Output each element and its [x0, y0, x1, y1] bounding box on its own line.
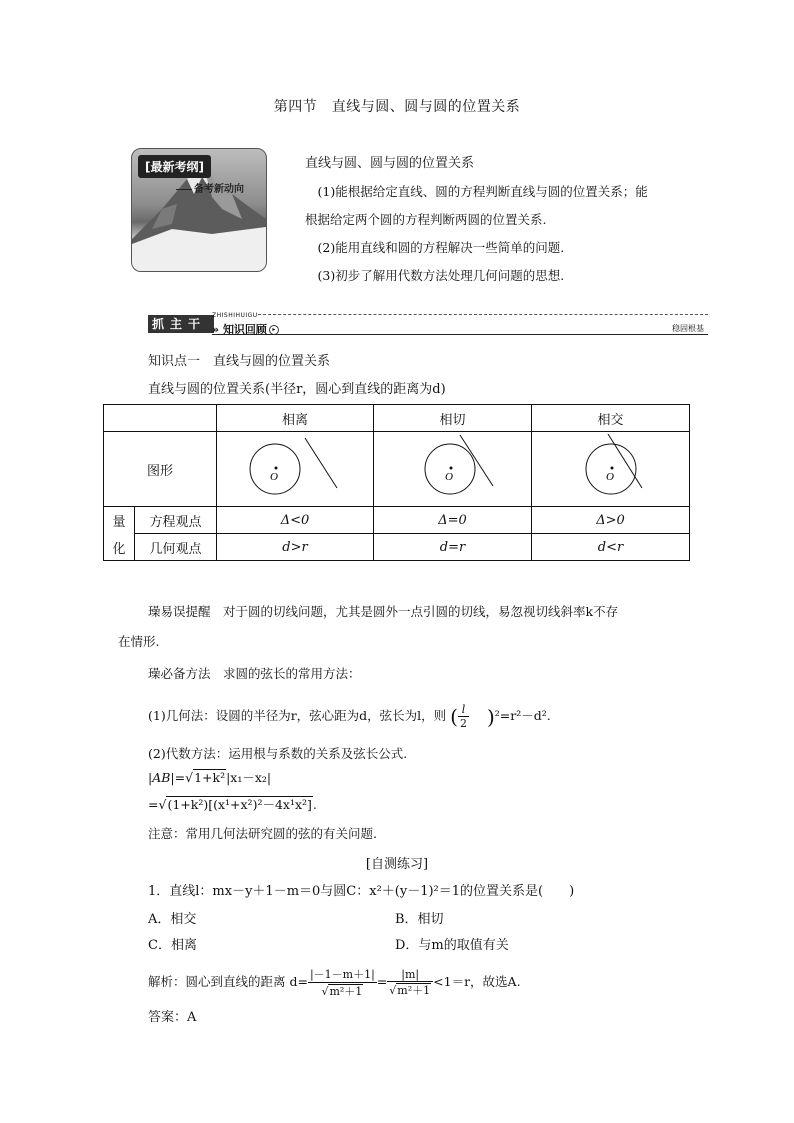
- exam-item-1a: (1)能根据给定直线、圆的方程判断直线与圆的位置关系；能: [317, 184, 648, 199]
- solution: [148, 966, 521, 999]
- header-separate: 相离: [217, 405, 374, 432]
- figure-tangent: [374, 432, 532, 507]
- header-underline: [212, 334, 708, 335]
- exam-outline: [305, 150, 705, 290]
- right-paren: ): [486, 704, 495, 729]
- dashed-divider: [258, 314, 708, 315]
- cell-eq-intersect: Δ>0: [532, 507, 690, 534]
- banner-subtitle: 备考新动向: [176, 180, 244, 195]
- exam-item-3: (3)初步了解用代数方法处理几何问题的思想.: [317, 268, 565, 283]
- cell-eq-separate: Δ<0: [217, 507, 374, 534]
- tangent-diagram: [378, 432, 528, 502]
- solution-f2-den-wrap: √m²＋1: [389, 983, 431, 997]
- solution-f2-den: m²＋1: [397, 983, 431, 997]
- option-a: A．相交: [148, 912, 197, 927]
- position-relation-table: [103, 404, 690, 561]
- table-corner-cell: [104, 405, 217, 432]
- knowledge-point-heading: 知识点一 直线与圆的位置关系: [148, 354, 331, 369]
- error-reminder: 璪易误提醒 对于圆的切线问题，尤其是圆外一点引圆的切线，易忽视切线斜率k不存: [148, 604, 619, 619]
- solution-f1-den-wrap: √m²＋1: [321, 985, 363, 998]
- solution-pre: 解析：圆心到直线的距离 d=: [148, 974, 308, 989]
- section-header-bar: [148, 312, 708, 336]
- exam-item-1b: 根据给定两个圆的方程判断两圆的位置关系.: [305, 212, 547, 227]
- formula-sqrt-2: (1+k²)[(x¹+x²)²－4x¹x²]: [167, 797, 312, 812]
- quant-label: [104, 507, 135, 561]
- self-test-heading: [自测练习]: [365, 857, 429, 872]
- formula-sqrt-1: 1+k²: [194, 770, 226, 785]
- solution-fraction-2: [387, 968, 433, 998]
- solution-f2-num: |m|: [387, 968, 433, 982]
- algebra-method: (2)代数方法：运用根与系数的关系及弦长公式.: [148, 746, 408, 761]
- quant-char-2: 化: [112, 541, 126, 557]
- left-paren: (: [450, 704, 458, 729]
- row-label-geometry: 几何观点: [135, 534, 217, 561]
- question-1: 1．直线l：mx－y＋1－m＝0与圆C：x²＋(y－1)²＝1的位置关系是( ): [148, 884, 575, 899]
- solution-f1-den: m²＋1: [329, 985, 363, 998]
- exam-heading: 直线与圆、圆与圆的位置关系: [305, 156, 475, 171]
- page-title: 第四节 直线与圆、圆与圆的位置关系: [273, 99, 521, 115]
- intersect-diagram: [536, 432, 686, 502]
- figure-intersect: [532, 432, 690, 507]
- solution-f1-num: |－1－m＋1|: [309, 968, 375, 981]
- attention-note: 注意：常用几何法研究圆的弦的有关问题.: [148, 826, 377, 841]
- exam-outline-banner: [131, 148, 267, 272]
- center-label: O: [270, 471, 278, 483]
- option-b: B．相切: [395, 912, 444, 927]
- frac-num: l: [458, 703, 469, 717]
- play-icon: ▸: [269, 325, 279, 335]
- option-c: C．相离: [148, 938, 197, 953]
- cell-geo-tangent: d=r: [374, 534, 532, 561]
- geometry-method: [148, 703, 708, 730]
- separate-diagram: [220, 432, 370, 502]
- formula-diff: |x₁－x₂|: [226, 770, 272, 785]
- formula-ab: |AB|=: [148, 770, 186, 785]
- figure-separate: [217, 432, 374, 507]
- error-reminder-cont: 在情形.: [118, 634, 160, 649]
- section-right-label: 稳固根基: [672, 324, 704, 333]
- formula-end: .: [312, 797, 317, 812]
- chord-formula-2: =√(1+k²)[(x¹+x²)²－4x¹x²].: [148, 797, 317, 812]
- cell-geo-separate: d>r: [217, 534, 374, 561]
- quant-char-1: 量: [112, 514, 126, 530]
- cell-eq-tangent: Δ=0: [374, 507, 532, 534]
- row-label-equation: 方程观点: [135, 507, 217, 534]
- exam-item-2: (2)能用直线和圆的方程解决一些简单的问题.: [317, 240, 565, 255]
- geometry-method-text: (1)几何法：设圆的半径为r，弦心距为d，弦长为l，则: [148, 708, 447, 723]
- method-heading: 璪必备方法 求圆的弦长的常用方法：: [148, 666, 361, 681]
- figure-label: 图形: [104, 432, 217, 507]
- geometry-method-eq: ²=r²－d².: [494, 708, 551, 723]
- answer: 答案：A: [148, 1010, 197, 1025]
- half-l-fraction: [458, 703, 469, 730]
- section-pinyin: ZHISHIHUIGU: [212, 312, 258, 319]
- option-d: D．与m的取值有关: [395, 938, 509, 953]
- chord-formula-1: |AB|=√1+k²|x₁－x₂|: [148, 770, 272, 785]
- header-tangent: 相切: [374, 405, 532, 432]
- solution-eq: =: [376, 974, 388, 989]
- center-label: O: [605, 471, 614, 483]
- solution-fraction-1: [308, 966, 377, 999]
- section-label: » 知识回顾 ▸: [212, 321, 279, 337]
- header-intersect: 相交: [532, 405, 690, 432]
- banner-tag: [最新考纲]: [138, 155, 211, 178]
- section-label-text: 知识回顾: [222, 323, 267, 336]
- section-tag: 抓主干: [148, 315, 214, 333]
- relation-description: 直线与圆的位置关系(半径r，圆心到直线的距离为d): [148, 382, 446, 397]
- center-label: O: [444, 471, 453, 483]
- solution-post: <1＝r，故选A.: [433, 974, 521, 989]
- formula-eq: =: [148, 797, 159, 812]
- cell-geo-intersect: d<r: [532, 534, 690, 561]
- frac-den: 2: [459, 717, 467, 730]
